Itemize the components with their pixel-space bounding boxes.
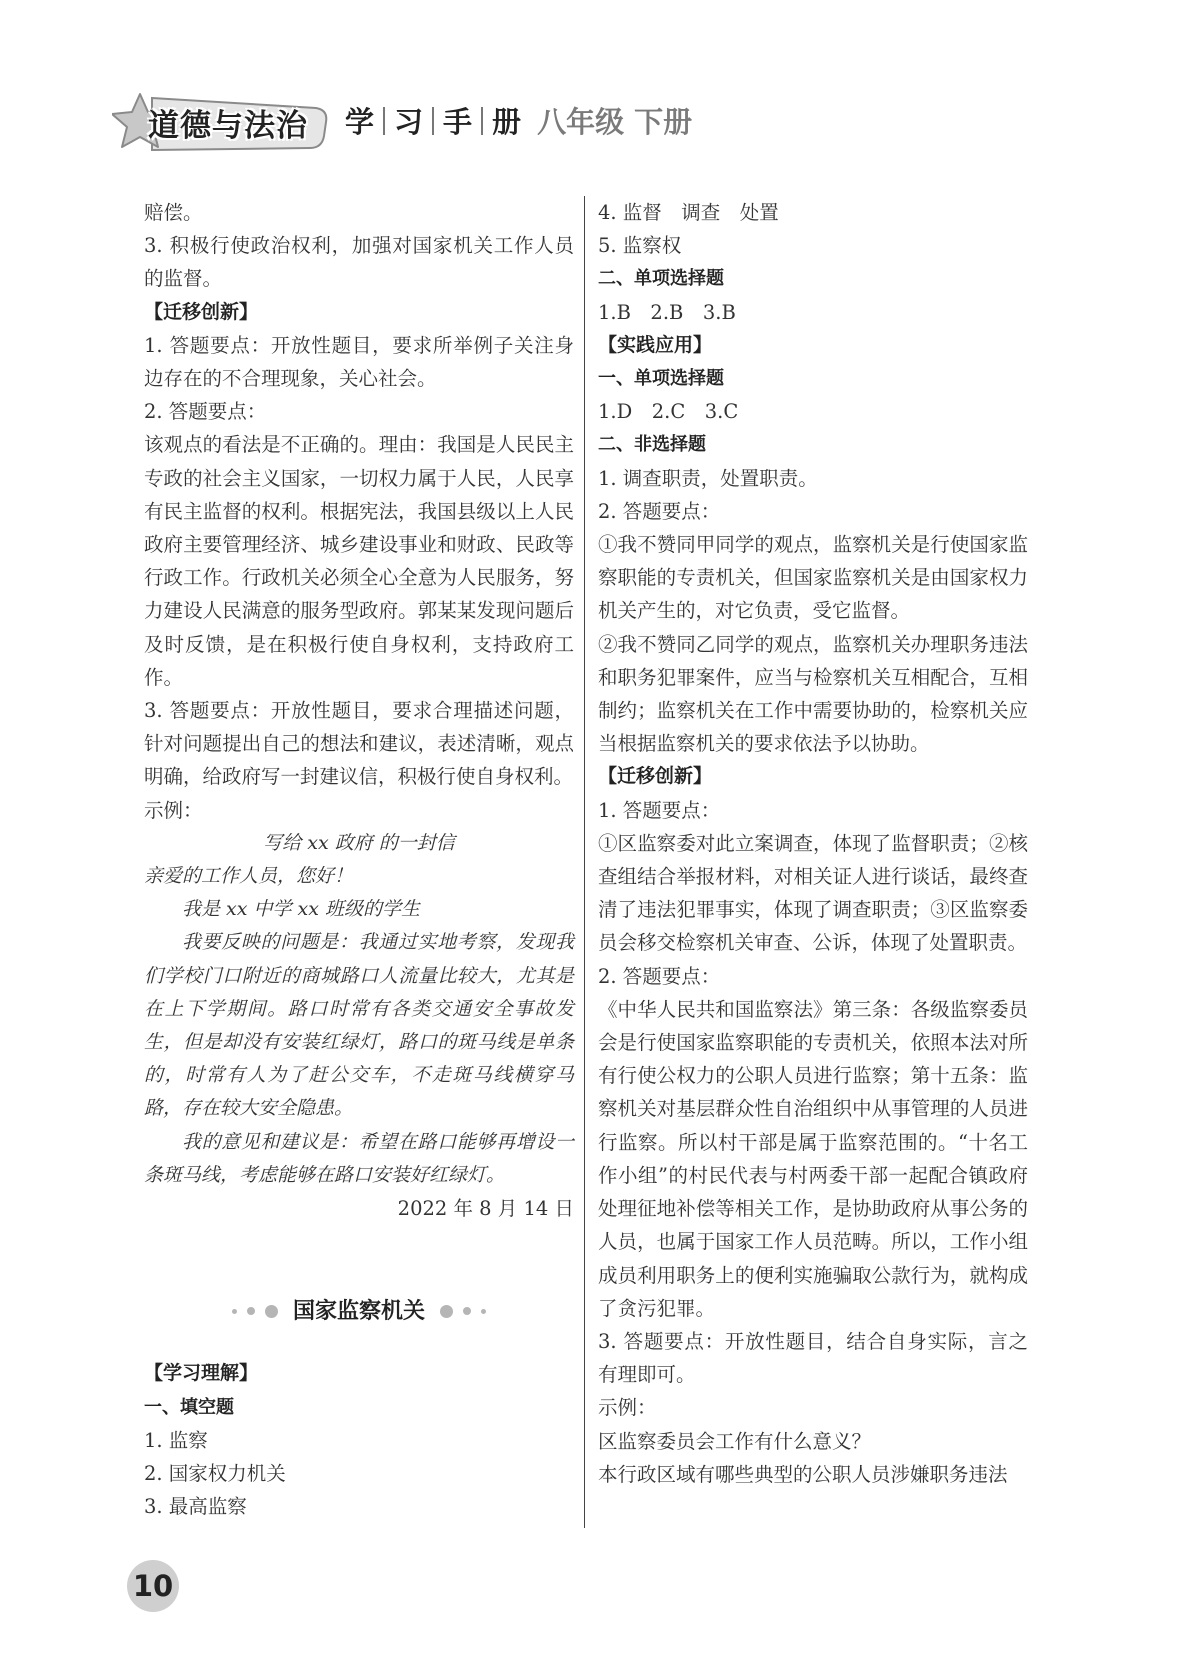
paragraph: 示例： [144,798,203,822]
letter-paragraph: 我的意见和建议是：希望在路口能够再增设一条斑马线，考虑能够在路口安装好红绿灯。 [144,1130,574,1186]
dot-icon [232,1309,237,1314]
paragraph: 3. 积极行使政治权利，加强对国家机关工作人员的监督。 [144,234,574,291]
paragraph: ①区监察委对此立案调查，体现了监督职责；②核查组结合举报材料，对相关证人进行谈话，最终查清了违法犯罪事实，体现了调查职责；③区监察委员会移交检察机关审查、公诉，体现了处置职责。 [598,831,1028,955]
letter-paragraph: 我是 xx 中学 xx 班级的学生 [182,898,421,921]
paragraph: 2. 答题要点： [144,400,267,424]
dot-icon [265,1305,278,1318]
spacer [144,1225,574,1291]
title-separator [432,107,434,135]
subheading: 二、单项选择题 [598,268,724,290]
page-number-badge [127,1560,179,1612]
title-char: 册 [492,105,522,139]
left-column [144,196,574,1523]
paragraph: 3. 答题要点：开放性题目，结合自身实际，言之有理即可。 [598,1329,1028,1387]
paragraph: 1.D 2.C 3.C [598,400,739,424]
letter-greeting: 亲爱的工作人员，您好！ [144,865,354,888]
paragraph: 《中华人民共和国监察法》第三条：各级监察委员会是行使国家监察职能的专责机关，依照本法对所有行使公权力的公职人员进行监察；第十五条：监察机关对基层群众性自治组织中从事管理的人员进行监察。所以村干部是属于监察范围的。“十名工作小组”的村民代表与村两委干部一起配合镇政府处理征地补偿等相关工作，是协助政府从事公务的人员，也属于国家工作人员范畴。所以，工作小组成员利用职务上的便利实施骗取公款行为，就构成了贪污犯罪。 [598,997,1028,1320]
title-char: 手 [443,105,473,139]
column-divider [584,196,585,1528]
paragraph: 1. 监察 [144,1428,208,1452]
paragraph: 1. 答题要点：开放性题目，要求所举例子关注身边存在的不合理现象，关心社会。 [144,333,574,391]
subheading: 一、填空题 [144,1396,234,1418]
subheading: 二、非选择题 [598,434,706,456]
paragraph: 3. 答题要点：开放性题目，要求合理描述问题，针对问题提出自己的想法和建议，表述清晰，观点明确，给政府写一封建议信，积极行使自身权利。 [144,699,574,789]
dot-icon [247,1307,255,1315]
sample-letter [144,827,574,1192]
paragraph: 1.B 2.B 3.B [598,300,736,324]
right-column [598,196,1028,1491]
section-heading: 【学习理解】 [144,1362,259,1385]
title-char: 学 [345,105,375,139]
section-heading: 【迁移创新】 [598,765,713,788]
dot-icon [440,1305,453,1318]
paragraph: ②我不赞同乙同学的观点，监察机关办理职务违法和职务犯罪案件，应当与检察机关互相配合，互相制约；监察机关在工作中需要协助的，检察机关应当根据监察机关的要求依法予以协助。 [598,632,1028,756]
section-heading: 【迁移创新】 [144,300,259,323]
spacer [144,1331,574,1357]
title-separator [481,107,483,135]
grade-label: 八年级 下册 [537,105,693,139]
paragraph: 2. 国家权力机关 [144,1461,286,1485]
paragraph: 2. 答题要点： [598,964,721,988]
letter-date: 2022 年 8 月 14 日 [397,1197,574,1221]
book-title [345,100,692,141]
paragraph: 5. 监察权 [598,234,682,258]
paragraph: 3. 最高监察 [144,1495,247,1519]
title-separator [383,107,385,135]
paragraph: 区监察委员会工作有什么意义？ [598,1429,872,1453]
title-char: 习 [394,105,424,139]
paragraph: 示例： [598,1396,657,1420]
paragraph: 本行政区域有哪些典型的公职人员涉嫌职务违法 [598,1462,1008,1486]
section-title-row [144,1291,574,1331]
paragraph: 2. 答题要点： [598,499,721,523]
subheading: 一、单项选择题 [598,368,724,390]
paragraph: 赔偿。 [144,201,203,224]
paragraph: 该观点的看法是不正确的。理由：我国是人民民主专政的社会主义国家，一切权力属于人民，人民享有民主监督的权利。根据宪法，我国县级以上人民政府主要管理经济、城乡建设事业和财政、民政等行政工作。行政机关必须全心全意为人民服务，努力建设人民满意的服务型政府。郭某某发现问题后及时反馈，是在积极行使自身权利，支持政府工作。 [144,433,574,689]
section-title: 国家监察机关 [292,1298,425,1324]
paragraph: 1. 调查职责，处置职责。 [598,466,818,490]
section-heading: 【实践应用】 [598,333,713,356]
dot-icon [481,1309,486,1314]
paragraph: ①我不赞同甲同学的观点，监察机关是行使国家监察职能的专责机关，但国家监察机关是由国家权力机关产生的，对它负责，受它监督。 [598,533,1028,623]
subject-label: 道德与法治 [148,108,308,144]
paragraph: 1. 答题要点： [598,798,721,822]
paragraph: 4. 监督 调查 处置 [598,201,779,224]
letter-title: 写给 xx 政府 的一封信 [263,831,455,854]
letter-paragraph: 我要反映的问题是：我通过实地考察，发现我们学校门口附近的商城路口人流量比较大，尤其是在上下学期间。路口时常有各类交通安全事故发生，但是却没有安装红绿灯，路口的斑马线是单条的，时常有人为了赶公交车，不走斑马线横穿马路，存在较大安全隐患。 [144,931,574,1120]
page-header [0,0,1203,175]
dot-icon [463,1307,471,1315]
page-number: 10 [132,1569,174,1603]
